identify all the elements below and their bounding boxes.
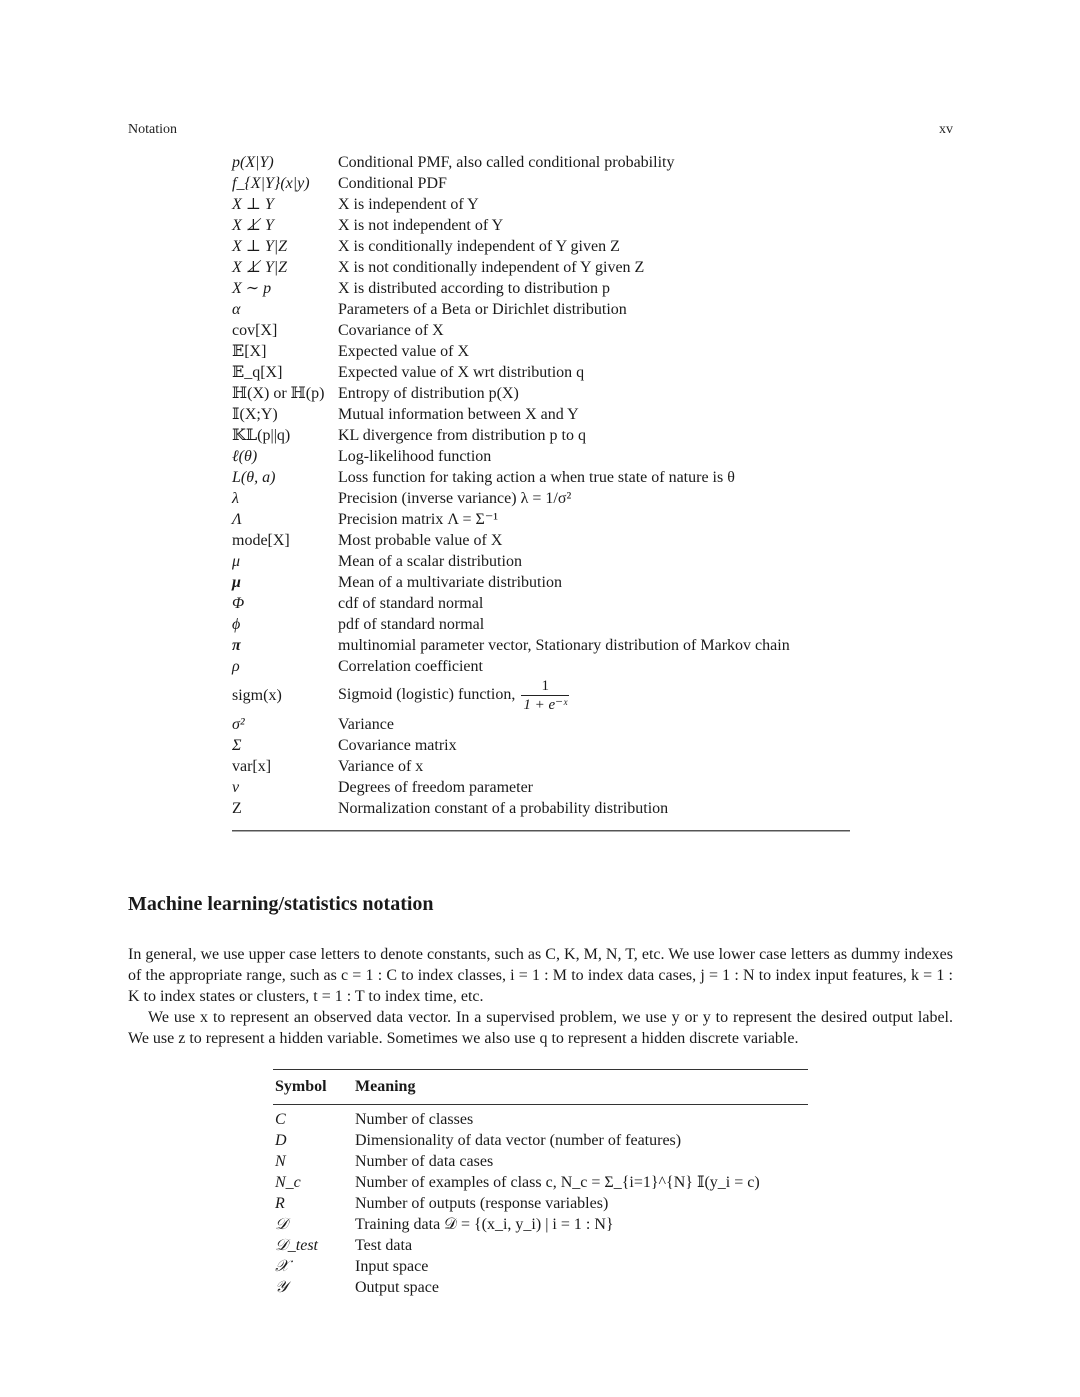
notation-meaning: Covariance matrix — [338, 737, 457, 754]
notation-meaning: X is not independent of Y — [338, 217, 504, 234]
notation-symbol: var[x] — [232, 758, 272, 775]
notation-meaning: Entropy of distribution p(X) — [338, 385, 519, 402]
notation-meaning: Expected value of X — [338, 343, 470, 360]
notation-symbol: Σ — [232, 737, 242, 754]
notation-symbol: μ — [232, 553, 241, 570]
ml-symbol: 𝒟_test — [275, 1237, 318, 1254]
notation-symbol: α — [232, 301, 241, 318]
notation-meaning: Variance of x — [338, 758, 424, 775]
notation-symbol: X ⊥̸ Y|Z — [232, 259, 288, 276]
notation-symbol: X ⊥ Y|Z — [232, 238, 288, 255]
notation-meaning: multinomial parameter vector, Stationary distribution of Markov chain — [338, 637, 790, 654]
notation-row — [232, 777, 850, 798]
notation-symbol: p(X|Y) — [232, 154, 274, 171]
table-row — [273, 1172, 808, 1193]
notation-symbol: cov[X] — [232, 322, 278, 339]
notation-meaning: Correlation coefficient — [338, 658, 483, 675]
notation-symbol: ℍ(X) or ℍ(p) — [232, 385, 325, 402]
table-row — [273, 1193, 808, 1214]
notation-symbol: X ⊥ Y — [232, 196, 274, 213]
notation-row — [232, 509, 850, 530]
notation-meaning: Conditional PMF, also called conditional probability — [338, 154, 675, 171]
notation-symbol: 𝕀(X;Y) — [232, 406, 278, 423]
notation-symbol: π — [232, 637, 241, 654]
ml-meaning: Dimensionality of data vector (number of features) — [355, 1132, 682, 1149]
fraction-denominator: 1 + e⁻ˣ — [523, 697, 568, 713]
table-row — [273, 1277, 808, 1298]
notation-row — [232, 194, 850, 215]
notation-symbol: Φ — [232, 595, 245, 612]
ml-symbol: C — [275, 1111, 286, 1128]
notation-meaning: Mutual information between X and Y — [338, 406, 579, 423]
table-row — [273, 1105, 808, 1131]
notation-symbol: L(θ, a) — [232, 469, 276, 486]
notation-table — [232, 152, 850, 819]
column-header-symbol: Symbol — [273, 1070, 355, 1105]
notation-meaning: Covariance of X — [338, 322, 444, 339]
running-head-section: Notation — [128, 122, 177, 137]
notation-row — [232, 383, 850, 404]
notation-row — [232, 656, 850, 677]
notation-row — [232, 236, 850, 257]
notation-meaning: Precision (inverse variance) λ = 1/σ² — [338, 490, 572, 507]
notation-meaning: Degrees of freedom parameter — [338, 779, 533, 796]
notation-meaning: pdf of standard normal — [338, 616, 485, 633]
notation-row — [232, 320, 850, 341]
column-header-meaning: Meaning — [355, 1070, 808, 1105]
notation-row — [232, 404, 850, 425]
notation-row — [232, 173, 850, 194]
notation-row — [232, 341, 850, 362]
ml-symbol: N — [275, 1153, 286, 1170]
notation-row — [232, 572, 850, 593]
notation-row — [232, 756, 850, 777]
notation-symbol: sigm(x) — [232, 687, 282, 704]
notation-symbol: 𝕂𝕃(p||q) — [232, 427, 291, 444]
ml-notation-table — [273, 1069, 808, 1298]
notation-row — [232, 446, 850, 467]
notation-meaning: cdf of standard normal — [338, 595, 484, 612]
table-row — [273, 1235, 808, 1256]
notation-symbol: μ — [232, 574, 241, 591]
notation-meaning: X is distributed according to distribution p — [338, 280, 610, 297]
notation-row — [232, 488, 850, 509]
notation-row — [232, 551, 850, 572]
notation-row — [232, 714, 850, 735]
section-title: Machine learning/statistics notation — [128, 893, 434, 915]
notation-row — [232, 635, 850, 656]
notation-row — [232, 677, 850, 714]
notation-row — [232, 735, 850, 756]
ml-symbol: N_c — [275, 1174, 301, 1191]
ml-symbol: D — [275, 1132, 287, 1149]
notation-meaning: X is not conditionally independent of Y given Z — [338, 259, 645, 276]
ml-meaning: Input space — [355, 1258, 429, 1275]
ml-meaning: Test data — [355, 1237, 413, 1254]
notation-symbol: 𝔼_q[X] — [232, 364, 283, 381]
notation-row — [232, 425, 850, 446]
notation-meaning-cell — [338, 677, 850, 714]
notation-row — [232, 593, 850, 614]
notation-symbol: ℓ(θ) — [232, 448, 258, 465]
ml-symbol: 𝒳 — [275, 1258, 289, 1275]
notation-symbol: σ² — [232, 716, 245, 733]
running-head — [128, 122, 953, 138]
notation-symbol: Z — [232, 800, 242, 817]
ml-meaning: Training data 𝒟 = {(x_i, y_i) | i = 1 : N} — [355, 1216, 614, 1233]
notation-meaning: Log-likelihood function — [338, 448, 492, 465]
ml-symbol: 𝒟 — [275, 1216, 288, 1233]
notation-meaning: Precision matrix Λ = Σ⁻¹ — [338, 511, 499, 528]
paragraph: We use x to represent an observed data vector. In a supervised problem, we use y or y to represent the desired output label. We use z to represent a hidden variable. Sometimes we also use q to represent a hidden discrete variable. — [128, 1009, 953, 1047]
notation-meaning: X is conditionally independent of Y given Z — [338, 238, 620, 255]
notation-meaning: Mean of a scalar distribution — [338, 553, 522, 570]
notation-meaning: Parameters of a Beta or Dirichlet distribution — [338, 301, 627, 318]
notation-symbol: X ∼ p — [232, 280, 272, 297]
notation-meaning: Variance — [338, 716, 394, 733]
ml-symbol: 𝒴 — [275, 1279, 288, 1296]
notation-row — [232, 152, 850, 173]
notation-row — [232, 362, 850, 383]
notation-row — [232, 798, 850, 819]
notation-meaning: KL divergence from distribution p to q — [338, 427, 586, 444]
ml-meaning: Number of examples of class c, N_c = Σ_{i=1}^{N} 𝕀(y_i = c) — [355, 1174, 760, 1191]
table-row — [273, 1151, 808, 1172]
notation-meaning: Loss function for taking action a when true state of nature is θ — [338, 469, 735, 486]
table-row — [273, 1130, 808, 1151]
ml-meaning: Number of classes — [355, 1111, 474, 1128]
notation-row — [232, 278, 850, 299]
table-row — [273, 1256, 808, 1277]
notation-symbol: X ⊥̸ Y — [232, 217, 274, 234]
notation-symbol: ϕ — [232, 616, 241, 633]
fraction-numerator: 1 — [541, 678, 550, 694]
table-row — [273, 1214, 808, 1235]
notation-meaning: Conditional PDF — [338, 175, 447, 192]
paragraph: In general, we use upper case letters to denote constants, such as C, K, M, N, T, etc. We use lower case letters as dummy indexes of the appropriate range, such as c = 1 : C to index classes, i = 1 : M to index data cases, j = 1 : N to index input features, k = 1 : K to index states or clusters, t = 1 : T to index time, etc. — [128, 946, 953, 1005]
notation-row — [232, 614, 850, 635]
notation-row — [232, 467, 850, 488]
notation-meaning: Normalization constant of a probability distribution — [338, 800, 669, 817]
notation-symbol: ν — [232, 779, 240, 796]
notation-row — [232, 530, 850, 551]
notation-meaning: Mean of a multivariate distribution — [338, 574, 562, 591]
notation-meaning: Most probable value of X — [338, 532, 503, 549]
ml-meaning: Number of data cases — [355, 1153, 494, 1170]
notation-row — [232, 299, 850, 320]
notation-symbol: λ — [232, 490, 239, 507]
ml-symbol: R — [275, 1195, 285, 1212]
page-number: xv — [939, 122, 953, 137]
notation-symbol: ρ — [232, 658, 240, 675]
notation-meaning: Sigmoid (logistic) function, — [338, 686, 516, 704]
sigmoid-fraction — [521, 677, 569, 714]
table-bottom-rule — [232, 830, 850, 831]
notation-symbol: mode[X] — [232, 532, 290, 549]
notation-symbol: f_{X|Y}(x|y) — [232, 175, 310, 192]
notation-symbol: 𝔼[X] — [232, 343, 267, 360]
notation-row — [232, 215, 850, 236]
notation-symbol: Λ — [232, 511, 242, 528]
notation-meaning: Expected value of X wrt distribution q — [338, 364, 585, 381]
notation-row — [232, 257, 850, 278]
notation-meaning: X is independent of Y — [338, 196, 479, 213]
ml-meaning: Number of outputs (response variables) — [355, 1195, 609, 1212]
ml-meaning: Output space — [355, 1279, 439, 1296]
table-header-row — [273, 1070, 808, 1105]
